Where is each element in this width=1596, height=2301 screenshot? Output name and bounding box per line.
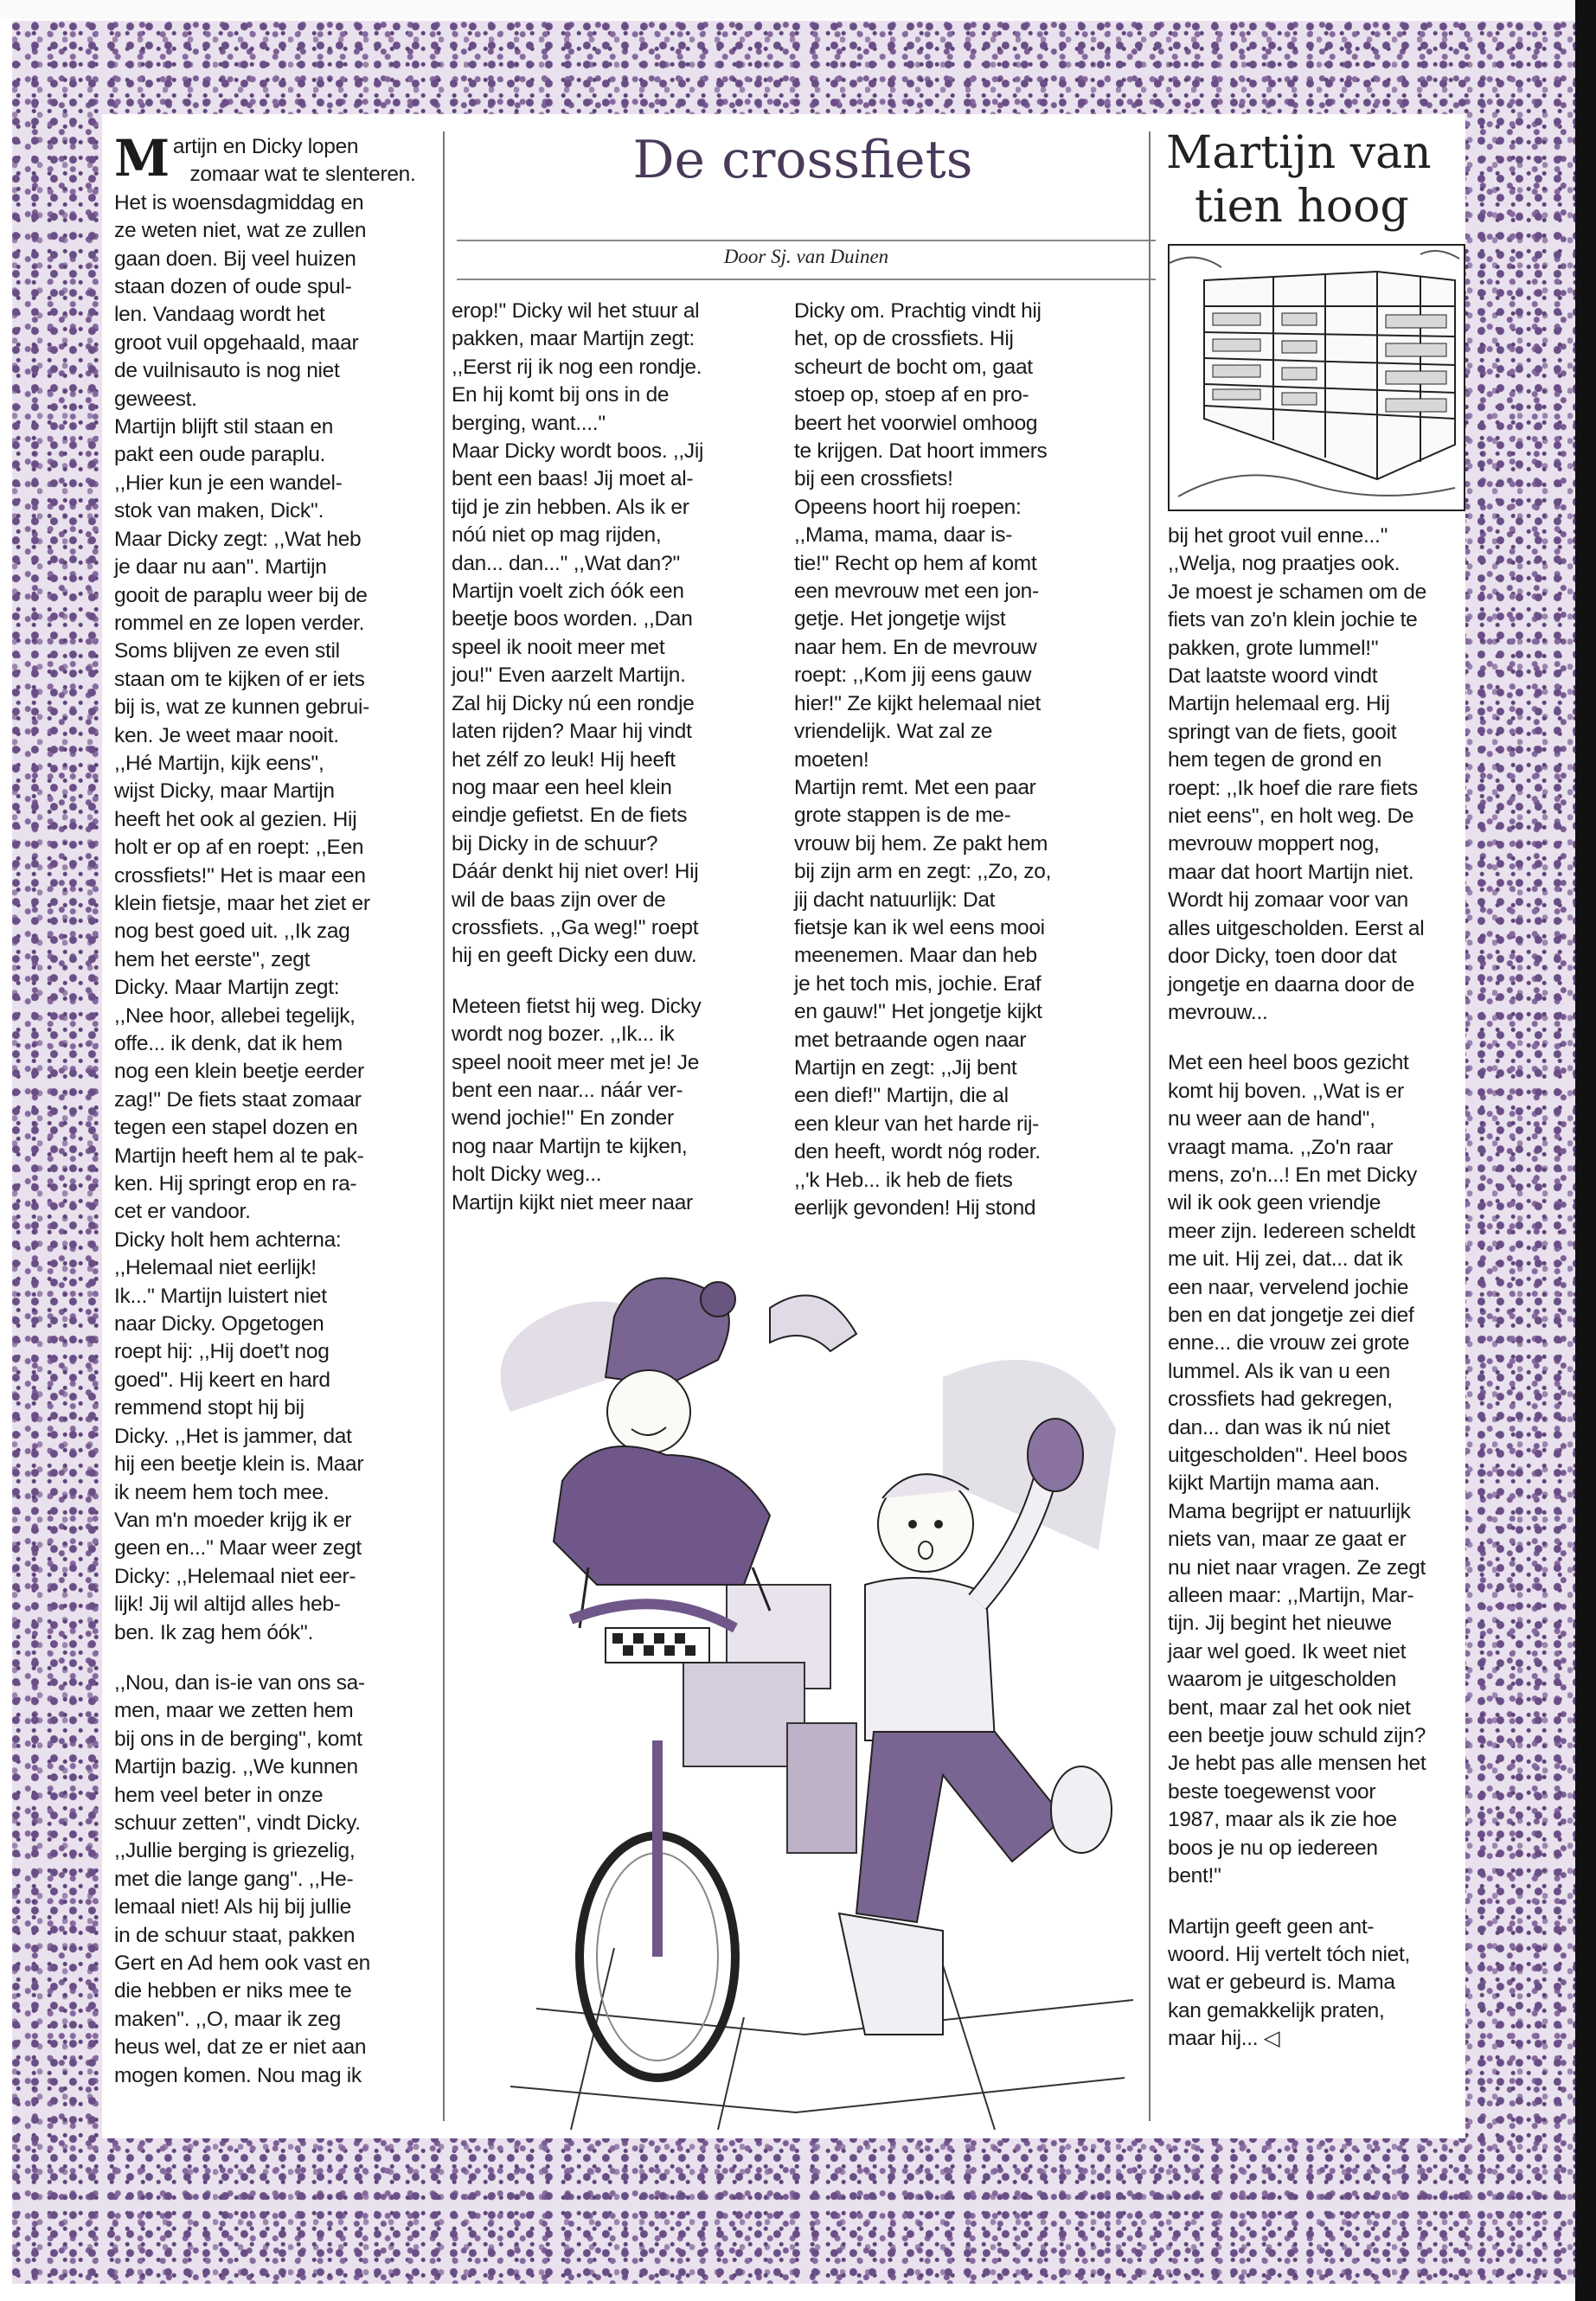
children-bicycle-illustration [458,1256,1144,2130]
drop-cap: M [114,129,170,188]
page-right-edge [1575,0,1596,2301]
children-drawing [458,1256,1144,2130]
sidebar-title: Martijn van tien hoog [1166,127,1432,233]
building-drawing [1170,246,1464,510]
sidebar-paragraph: Martijn geeft geen ant- woord. Hij vertelt tóch niet, wat er gebeurd is. Mama kan gemakkelijk praten, maar hij... ◁ [1168,1914,1410,2051]
content-panel [102,114,1465,2138]
article-paragraph: Martijn en Dicky lopen zomaar wat te slenteren. Het is woensdagmiddag en ze weten niet, wat ze zullen gaan doen. Bij veel huizen staan dozen of oude spul- len. Vandaag wordt het groot vuil opgehaald, maar de vuilnisauto is nog niet geweest. Martijn blijft stil staan en pakt een oude paraplu. ,,Hier kun je een wandel- stok van maken, Dick''. Maar Dicky zegt: ,,Wat heb je daar nu aan''. Martijn gooit de paraplu weer bij de rommel en ze lopen verder. Soms blijven ze even stil staan om te kijken of er iets bij is, wat ze kunnen gebrui- ken. Je weet maar nooit. ,,Hé Martijn, kijk eens'', wijst Dicky, maar Martijn heeft het ook al gezien. Hij holt er op af en roept: ,,Een crossfiets!'' Het is maar een klein fietsje, maar het ziet er nog best goed uit. ,,Ik zag hem het eerste'', zegt Dicky. Maar Martijn zegt: ,,Nee hoor, allebei tegelijk, offe... ik denk, dat ik hem nog een klein beetje eerder zag!'' De fiets staat zomaar tegen een stapel dozen en Martijn heeft hem al te pak- ken. Hij springt erop en ra- cet er vandoor. Dicky holt hem achterna: ,,Helemaal niet eerlijk! Ik...'' Martijn luistert niet naar Dicky. Opgetogen roept hij: ,,Hij doet't nog goed''. Hij keert en hard remmend stopt hij bij Dicky. ,,Het is jammer, dat hij een beetje klein is. Maar ik neem hem toch mee. Van m'n moeder krijg ik er geen en...'' Maar weer zegt Dicky: ,,Helemaal niet eer- lijk! Jij wil altijd alles heb- ben. Ik zag hem óók''. [114,129,416,1644]
article-paragraph: Dicky om. Prachtig vindt hij het, op de crossfiets. Hij scheurt de bocht om, gaat stoep op, stoep af en pro- beert het voorwiel omhoog te krijgen. Dat hoort immers bij een crossfiets! Opeens hoort hij roepen: ,,Mama, mama, daar is- tie!'' Recht op hem af komt een mevrouw met een jon- getje. Het jongetje wijst naar hem. En de mevrouw roept: ,,Kom jij eens gauw hier!'' Ze kijkt helemaal niet vriendelijk. Wat zal ze moeten! Martijn remt. Met een paar grote stappen is de me- vrouw bij hem. Ze pakt hem bij zijn arm en zegt: ,,Zo, zo, jij dacht natuurlijk: Dat fietsje kan ik wel eens mooi meenemen. Maar dan heb je het toch mis, jochie. Eraf en gauw!'' Het jongetje kijkt met betraande ogen naar Martijn en zegt: ,,Jij bent een dief!'' Martijn, die al een kleur van het harde rij- den heeft, wordt nóg roder. ,,'k Heb... ik heb de fiets eerlijk gevonden! Hij stond [794,299,1052,1220]
article-paragraph: ,,Nou, dan is-ie van ons sa- men, maar we zetten hem bij ons in de berging'', komt Martijn bazig. ,,We kunnen hem veel beter in onze schuur zetten'', vindt Dicky. ,,Jullie berging is griezelig, met die lange gang''. ,,He- lemaal niet! Als hij bij jullie in de schuur staat, pakken Gert en Ad hem ook vast en die hebben er niks mee te maken''. ,,O, maar ik zeg heus wel, dat ze er niet aan mogen komen. Nou mag ik [114,1670,370,2087]
page-top-edge [0,0,1596,19]
article-column-2 [452,298,780,1217]
article-paragraph: Meteen fietst hij weg. Dicky wordt nog bozer. ,,Ik... ik speel nooit meer met je! Je bent een naar... náár ver- wend jochie!'' En zonder nog naar Martijn te kijken, holt Dicky weg... Martijn kijkt niet meer naar [452,994,702,1215]
sidebar-paragraph: bij het groot vuil enne...'' ,,Welja, nog praatjes ook. Je moest je schamen om de fiets van zo'n klein jochie te pakken, grote lummel!'' Dat laatste woord vindt Martijn helemaal erg. Hij springt van de fiets, gooit hem tegen de grond en roept: ,,Ik hoef die rare fiets niet eens'', en holt weg. De mevrouw moppert nog, maar dat hoort Martijn niet. Wordt hij zomaar voor van alles uitgescholden. Eerst al door Dicky, toen door dat jongetje en daarna door de mevrouw... [1168,524,1426,1024]
apartment-building-illustration [1168,244,1465,511]
article-title: De crossfiets [632,130,973,190]
article-paragraph: erop!'' Dicky wil het stuur al pakken, maar Martijn zegt: ,,Eerst rij ik nog een rondje. En hij komt bij ons in de berging, want....'' Maar Dicky wordt boos. ,,Jij bent een baas! Jij moet al- tijd je zin hebben. Als ik er nóú niet op mag rijden, dan... dan...'' ,,Wat dan?'' Martijn voelt zich óók een beetje boos worden. ,,Dan speel ik nooit meer met jou!'' Even aarzelt Martijn. Zal hij Dicky nú een rondje laten rijden? Maar hij vindt het zélf zo leuk! Hij heeft nog maar een heel klein eindje gefietst. En de fiets bij Dicky in de schuur? Dáár denkt hij niet over! Hij wil de baas zijn over de crossfiets. ,,Ga weg!'' roept hij en geeft Dicky een duw. [452,299,704,968]
sidebar-paragraph: Met een heel boos gezicht komt hij boven. ,,Wat is er nu weer aan de hand'', vraagt mama. ,,Zo'n raar mens, zo'n...! En met Dicky wil ik ook geen vriendje meer zijn. Iedereen scheldt me uit. Hij zei, dat... dat ik een naar, vervelend jochie ben en dat jongetje zei dief enne... die vrouw zei grote lummel. Als ik van u een crossfiets had gekregen, dan... dan was ik nú niet uitgescholden''. Heel boos kijkt Martijn mama aan. Mama begrijpt er natuurlijk niets van, maar ze gaat er nu niet naar vragen. Ze zegt alleen maar: ,,Martijn, Mar- tijn. Jij begint het nieuwe jaar wel goed. Ik weet niet waarom je uitgescholden bent, maar zal het ook niet een beetje jouw schuld zijn? Je hebt pas alle mensen het beste toegewenst voor 1987, maar als ik zie hoe boos je nu op iedereen bent!'' [1168,1051,1426,1888]
title-rule-bottom [457,279,1156,280]
article-byline: Door Sj. van Duinen [723,246,889,267]
column-divider [443,131,445,2121]
sidebar-column [1168,522,1462,2054]
article-column-3 [794,298,1140,1222]
sidebar-divider [1149,131,1151,2121]
article-column-1 [114,129,434,2090]
title-rule-top [457,240,1156,241]
